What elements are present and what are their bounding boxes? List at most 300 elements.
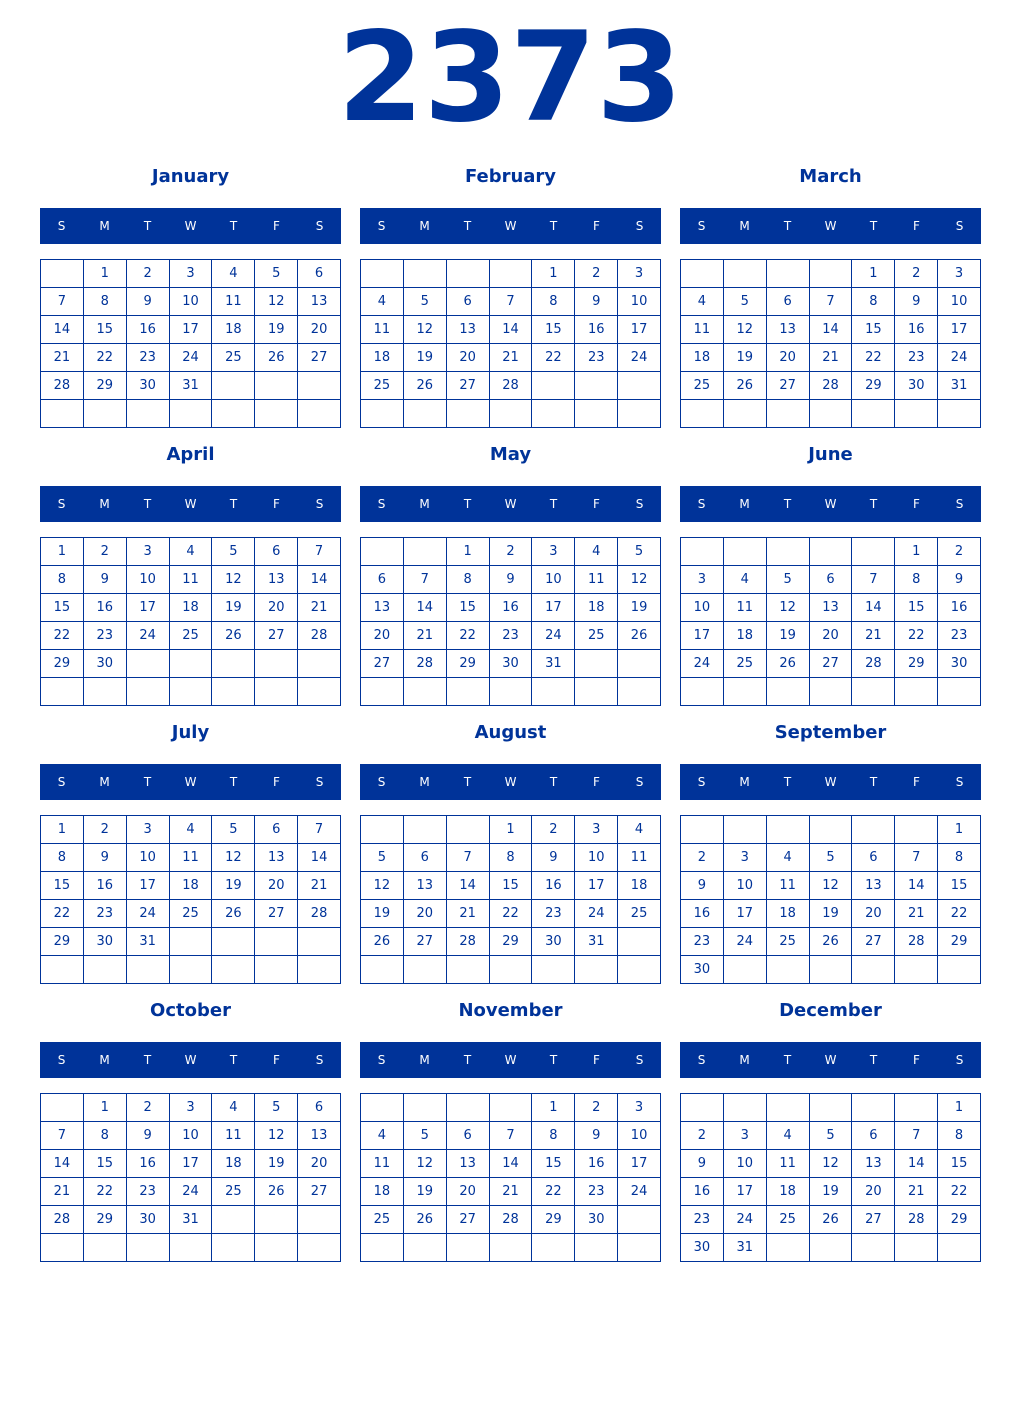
day-cell xyxy=(532,400,575,428)
weekday-header: S xyxy=(57,219,66,233)
day-cell xyxy=(490,260,533,288)
month-july xyxy=(40,716,341,986)
day-cell: 30 xyxy=(681,1234,724,1262)
day-cell: 31 xyxy=(170,1206,213,1234)
day-cell xyxy=(490,1234,533,1262)
day-cell xyxy=(298,650,341,678)
month-march xyxy=(680,160,981,430)
day-cell: 13 xyxy=(255,844,298,872)
weekday-header-row xyxy=(360,764,661,800)
day-cell: 28 xyxy=(895,928,938,956)
day-cell: 10 xyxy=(170,288,213,316)
day-cell xyxy=(84,678,127,706)
day-cell: 19 xyxy=(404,1178,447,1206)
day-cell: 3 xyxy=(681,566,724,594)
day-cell: 4 xyxy=(170,538,213,566)
day-cell: 12 xyxy=(404,316,447,344)
day-cell: 9 xyxy=(681,1150,724,1178)
day-cell: 12 xyxy=(212,566,255,594)
day-cell: 25 xyxy=(212,344,255,372)
day-cell: 4 xyxy=(681,288,724,316)
day-cell: 4 xyxy=(361,1122,404,1150)
month-title: May xyxy=(489,444,532,465)
day-cell: 2 xyxy=(84,816,127,844)
day-cell xyxy=(361,260,404,288)
day-cell: 27 xyxy=(447,1206,490,1234)
day-cell: 18 xyxy=(575,594,618,622)
day-cell: 3 xyxy=(938,260,981,288)
day-cell: 27 xyxy=(852,928,895,956)
day-cell xyxy=(41,956,84,984)
day-cell: 3 xyxy=(724,1122,767,1150)
day-cell xyxy=(681,400,724,428)
day-cell: 1 xyxy=(938,1094,981,1122)
day-cell xyxy=(127,678,170,706)
weekday-header: S xyxy=(377,775,386,789)
day-cell: 26 xyxy=(212,622,255,650)
weekday-header: M xyxy=(739,1053,750,1067)
day-cell: 18 xyxy=(681,344,724,372)
weekday-header: T xyxy=(143,775,152,789)
day-cell: 4 xyxy=(170,816,213,844)
weekday-header-row xyxy=(680,1042,981,1078)
day-cell: 1 xyxy=(938,816,981,844)
day-cell: 23 xyxy=(127,344,170,372)
day-cell xyxy=(255,956,298,984)
day-cell: 7 xyxy=(298,538,341,566)
day-cell: 5 xyxy=(810,844,853,872)
day-cell xyxy=(810,956,853,984)
day-cell: 19 xyxy=(404,344,447,372)
day-cell: 16 xyxy=(575,1150,618,1178)
day-cell: 5 xyxy=(810,1122,853,1150)
day-cell: 17 xyxy=(724,1178,767,1206)
day-cell: 19 xyxy=(361,900,404,928)
day-cell: 31 xyxy=(532,650,575,678)
day-cell xyxy=(938,956,981,984)
day-cell: 26 xyxy=(724,372,767,400)
month-title: March xyxy=(799,166,862,187)
day-cell: 1 xyxy=(532,260,575,288)
day-cell: 22 xyxy=(532,1178,575,1206)
weekday-header: W xyxy=(824,219,837,233)
day-cell: 7 xyxy=(41,288,84,316)
day-cell xyxy=(170,1234,213,1262)
day-cell: 27 xyxy=(767,372,810,400)
day-cell: 26 xyxy=(361,928,404,956)
day-cell: 19 xyxy=(810,1178,853,1206)
month-title: January xyxy=(151,166,230,187)
day-cell: 14 xyxy=(41,316,84,344)
day-cell xyxy=(298,928,341,956)
day-cell: 28 xyxy=(298,622,341,650)
day-cell: 18 xyxy=(212,316,255,344)
day-cell: 20 xyxy=(298,1150,341,1178)
day-cell: 29 xyxy=(852,372,895,400)
day-cell: 20 xyxy=(767,344,810,372)
day-cell: 3 xyxy=(170,1094,213,1122)
month-title: February xyxy=(464,166,557,187)
weekday-header: T xyxy=(549,775,558,789)
day-cell: 14 xyxy=(490,1150,533,1178)
weekday-header: T xyxy=(549,1053,558,1067)
month-november xyxy=(360,994,661,1264)
day-cell xyxy=(575,372,618,400)
day-cell xyxy=(810,1234,853,1262)
day-cell: 21 xyxy=(895,900,938,928)
day-cell: 22 xyxy=(532,344,575,372)
day-cell: 13 xyxy=(447,1150,490,1178)
day-cell xyxy=(532,372,575,400)
day-cell: 14 xyxy=(490,316,533,344)
weekday-header: W xyxy=(184,497,197,511)
day-cell: 12 xyxy=(724,316,767,344)
weekday-header: M xyxy=(99,497,110,511)
weekday-header: T xyxy=(869,775,878,789)
day-cell: 12 xyxy=(404,1150,447,1178)
day-cell: 21 xyxy=(852,622,895,650)
day-cell: 16 xyxy=(84,872,127,900)
day-cell: 8 xyxy=(938,844,981,872)
day-cell: 30 xyxy=(84,928,127,956)
day-cell: 9 xyxy=(532,844,575,872)
day-cell: 17 xyxy=(681,622,724,650)
year-title: 2373 xyxy=(337,6,683,150)
day-cell: 19 xyxy=(724,344,767,372)
day-cell: 15 xyxy=(852,316,895,344)
day-cell: 11 xyxy=(724,594,767,622)
day-cell: 9 xyxy=(575,1122,618,1150)
weekday-header: M xyxy=(739,775,750,789)
day-cell xyxy=(895,400,938,428)
day-cell xyxy=(255,372,298,400)
day-cell: 17 xyxy=(575,872,618,900)
day-cell xyxy=(298,400,341,428)
month-title: November xyxy=(458,1000,563,1021)
day-cell: 31 xyxy=(127,928,170,956)
day-cell xyxy=(895,1234,938,1262)
weekday-header: S xyxy=(697,219,706,233)
weekday-header: T xyxy=(783,775,792,789)
day-cell: 24 xyxy=(724,1206,767,1234)
day-cell xyxy=(41,400,84,428)
day-cell: 24 xyxy=(724,928,767,956)
day-cell: 23 xyxy=(681,1206,724,1234)
day-cell: 29 xyxy=(895,650,938,678)
weekday-header: F xyxy=(913,775,920,789)
day-cell xyxy=(255,1234,298,1262)
day-cell: 14 xyxy=(895,1150,938,1178)
day-cell xyxy=(767,678,810,706)
weekday-header-row xyxy=(40,486,341,522)
day-cell: 20 xyxy=(447,1178,490,1206)
day-cell xyxy=(404,956,447,984)
day-cell xyxy=(852,538,895,566)
day-cell: 8 xyxy=(895,566,938,594)
weekday-header: T xyxy=(463,219,472,233)
day-cell: 21 xyxy=(810,344,853,372)
day-cell: 28 xyxy=(852,650,895,678)
day-cell xyxy=(724,1094,767,1122)
day-cell xyxy=(532,1234,575,1262)
day-cell xyxy=(255,650,298,678)
day-cell: 17 xyxy=(170,1150,213,1178)
day-cell: 6 xyxy=(447,1122,490,1150)
day-cell xyxy=(404,260,447,288)
day-cell xyxy=(127,400,170,428)
day-cell xyxy=(212,1234,255,1262)
day-cell xyxy=(724,678,767,706)
weekday-header: T xyxy=(783,1053,792,1067)
day-cell: 1 xyxy=(41,816,84,844)
day-cell: 23 xyxy=(575,1178,618,1206)
day-cell: 25 xyxy=(724,650,767,678)
day-cell xyxy=(681,260,724,288)
day-cell: 30 xyxy=(127,1206,170,1234)
day-cell: 27 xyxy=(810,650,853,678)
day-cell: 11 xyxy=(212,288,255,316)
weekday-header: S xyxy=(697,497,706,511)
day-cell: 10 xyxy=(724,872,767,900)
day-cell: 15 xyxy=(84,316,127,344)
day-cell: 5 xyxy=(404,1122,447,1150)
day-cell: 22 xyxy=(84,1178,127,1206)
day-cell xyxy=(170,650,213,678)
day-cell: 26 xyxy=(404,1206,447,1234)
day-cell xyxy=(298,1234,341,1262)
month-april xyxy=(40,438,341,708)
day-cell: 22 xyxy=(41,900,84,928)
day-cell xyxy=(170,928,213,956)
day-cell xyxy=(767,260,810,288)
day-cell: 16 xyxy=(127,1150,170,1178)
day-cell xyxy=(212,1206,255,1234)
day-cell xyxy=(532,956,575,984)
day-cell xyxy=(895,1094,938,1122)
day-cell xyxy=(852,400,895,428)
day-cell xyxy=(447,678,490,706)
day-cell: 16 xyxy=(681,900,724,928)
day-cell xyxy=(618,956,661,984)
day-cell: 16 xyxy=(938,594,981,622)
day-cell: 28 xyxy=(447,928,490,956)
day-cell: 15 xyxy=(447,594,490,622)
day-cell xyxy=(575,400,618,428)
day-cell: 24 xyxy=(532,622,575,650)
day-cell: 28 xyxy=(41,372,84,400)
day-cell: 29 xyxy=(447,650,490,678)
day-cell: 7 xyxy=(41,1122,84,1150)
day-cell: 7 xyxy=(490,288,533,316)
day-cell: 25 xyxy=(361,1206,404,1234)
day-cell: 27 xyxy=(852,1206,895,1234)
day-cell: 30 xyxy=(681,956,724,984)
month-title: September xyxy=(774,722,887,743)
weekday-header: S xyxy=(955,1053,964,1067)
day-cell: 2 xyxy=(127,1094,170,1122)
day-cell: 9 xyxy=(681,872,724,900)
day-cell: 6 xyxy=(255,816,298,844)
day-cell: 12 xyxy=(212,844,255,872)
day-cell: 1 xyxy=(41,538,84,566)
weekday-header: W xyxy=(184,219,197,233)
day-cell: 23 xyxy=(532,900,575,928)
day-cell: 17 xyxy=(532,594,575,622)
day-cell: 8 xyxy=(41,566,84,594)
day-cell: 14 xyxy=(298,566,341,594)
day-cell: 27 xyxy=(404,928,447,956)
weekday-header-row xyxy=(680,764,981,800)
day-cell: 22 xyxy=(41,622,84,650)
day-cell: 30 xyxy=(490,650,533,678)
day-cell: 12 xyxy=(255,1122,298,1150)
day-cell: 14 xyxy=(447,872,490,900)
month-title: December xyxy=(779,1000,882,1021)
day-cell: 6 xyxy=(447,288,490,316)
day-cell xyxy=(361,400,404,428)
day-cell: 25 xyxy=(618,900,661,928)
weekday-header: S xyxy=(377,219,386,233)
month-title: April xyxy=(166,444,215,465)
day-cell xyxy=(490,400,533,428)
day-cell: 3 xyxy=(618,1094,661,1122)
weekday-header: M xyxy=(99,1053,110,1067)
day-cell: 11 xyxy=(170,566,213,594)
day-cell: 19 xyxy=(255,1150,298,1178)
day-cell: 31 xyxy=(724,1234,767,1262)
weekday-header-row xyxy=(360,208,661,244)
day-cell: 20 xyxy=(810,622,853,650)
day-cell: 2 xyxy=(490,538,533,566)
day-cell: 9 xyxy=(938,566,981,594)
month-title: July xyxy=(171,722,210,743)
day-cell xyxy=(41,260,84,288)
day-cell: 21 xyxy=(895,1178,938,1206)
day-cell: 10 xyxy=(127,566,170,594)
day-cell xyxy=(618,650,661,678)
day-cell xyxy=(724,538,767,566)
day-cell: 18 xyxy=(212,1150,255,1178)
day-cell: 27 xyxy=(298,1178,341,1206)
weekday-header: S xyxy=(955,219,964,233)
day-cell: 22 xyxy=(938,900,981,928)
day-cell: 12 xyxy=(810,872,853,900)
day-cell: 1 xyxy=(852,260,895,288)
day-cell: 24 xyxy=(127,900,170,928)
weekday-header-row xyxy=(680,486,981,522)
day-cell: 11 xyxy=(361,1150,404,1178)
day-cell: 10 xyxy=(170,1122,213,1150)
day-cell xyxy=(447,1234,490,1262)
day-cell: 14 xyxy=(810,316,853,344)
weekday-header: T xyxy=(549,219,558,233)
weekday-header: F xyxy=(273,219,280,233)
day-cell: 22 xyxy=(938,1178,981,1206)
day-cell: 24 xyxy=(618,1178,661,1206)
weekday-header: S xyxy=(57,497,66,511)
day-cell xyxy=(681,678,724,706)
day-cell xyxy=(170,400,213,428)
weekday-header: S xyxy=(635,497,644,511)
day-cell xyxy=(298,956,341,984)
weekday-header: S xyxy=(315,219,324,233)
day-cell xyxy=(361,956,404,984)
day-cell: 15 xyxy=(41,594,84,622)
day-cell: 20 xyxy=(255,594,298,622)
day-cell: 5 xyxy=(724,288,767,316)
day-cell: 2 xyxy=(575,1094,618,1122)
day-cell: 24 xyxy=(170,1178,213,1206)
weekday-header: F xyxy=(593,497,600,511)
day-cell: 31 xyxy=(575,928,618,956)
weekday-header-row xyxy=(40,1042,341,1078)
weekday-header: S xyxy=(377,497,386,511)
day-cell xyxy=(852,1234,895,1262)
day-cell: 10 xyxy=(127,844,170,872)
day-cell: 8 xyxy=(532,288,575,316)
day-cell xyxy=(938,678,981,706)
day-cell: 30 xyxy=(84,650,127,678)
day-cell: 27 xyxy=(255,622,298,650)
day-cell: 13 xyxy=(852,872,895,900)
day-cell: 18 xyxy=(361,1178,404,1206)
day-cell xyxy=(447,400,490,428)
day-cell: 25 xyxy=(575,622,618,650)
day-cell: 15 xyxy=(532,316,575,344)
day-cell xyxy=(938,1234,981,1262)
weekday-header: W xyxy=(504,775,517,789)
weekday-header: T xyxy=(143,497,152,511)
day-cell: 17 xyxy=(127,594,170,622)
month-september xyxy=(680,716,981,986)
day-cell: 17 xyxy=(618,1150,661,1178)
day-cell xyxy=(895,678,938,706)
day-cell: 23 xyxy=(575,344,618,372)
day-cell: 30 xyxy=(532,928,575,956)
day-cell: 16 xyxy=(681,1178,724,1206)
day-cell: 10 xyxy=(575,844,618,872)
day-cell xyxy=(404,538,447,566)
month-january xyxy=(40,160,341,430)
day-cell: 20 xyxy=(447,344,490,372)
day-cell xyxy=(255,1206,298,1234)
weekday-header: W xyxy=(184,1053,197,1067)
weekday-header: T xyxy=(229,1053,238,1067)
day-cell: 29 xyxy=(938,928,981,956)
day-cell: 13 xyxy=(298,288,341,316)
day-grid xyxy=(40,537,341,706)
day-cell: 15 xyxy=(938,1150,981,1178)
day-cell: 15 xyxy=(938,872,981,900)
day-cell: 26 xyxy=(810,1206,853,1234)
day-cell: 14 xyxy=(41,1150,84,1178)
weekday-header: M xyxy=(739,219,750,233)
day-grid xyxy=(680,815,981,984)
day-cell xyxy=(170,956,213,984)
weekday-header: S xyxy=(315,775,324,789)
day-cell: 21 xyxy=(298,872,341,900)
day-cell: 16 xyxy=(895,316,938,344)
day-cell xyxy=(532,678,575,706)
day-cell: 27 xyxy=(447,372,490,400)
day-cell: 8 xyxy=(490,844,533,872)
day-cell: 14 xyxy=(404,594,447,622)
day-cell xyxy=(852,956,895,984)
day-cell: 11 xyxy=(361,316,404,344)
weekday-header: S xyxy=(697,775,706,789)
weekday-header: S xyxy=(635,219,644,233)
day-cell: 27 xyxy=(361,650,404,678)
